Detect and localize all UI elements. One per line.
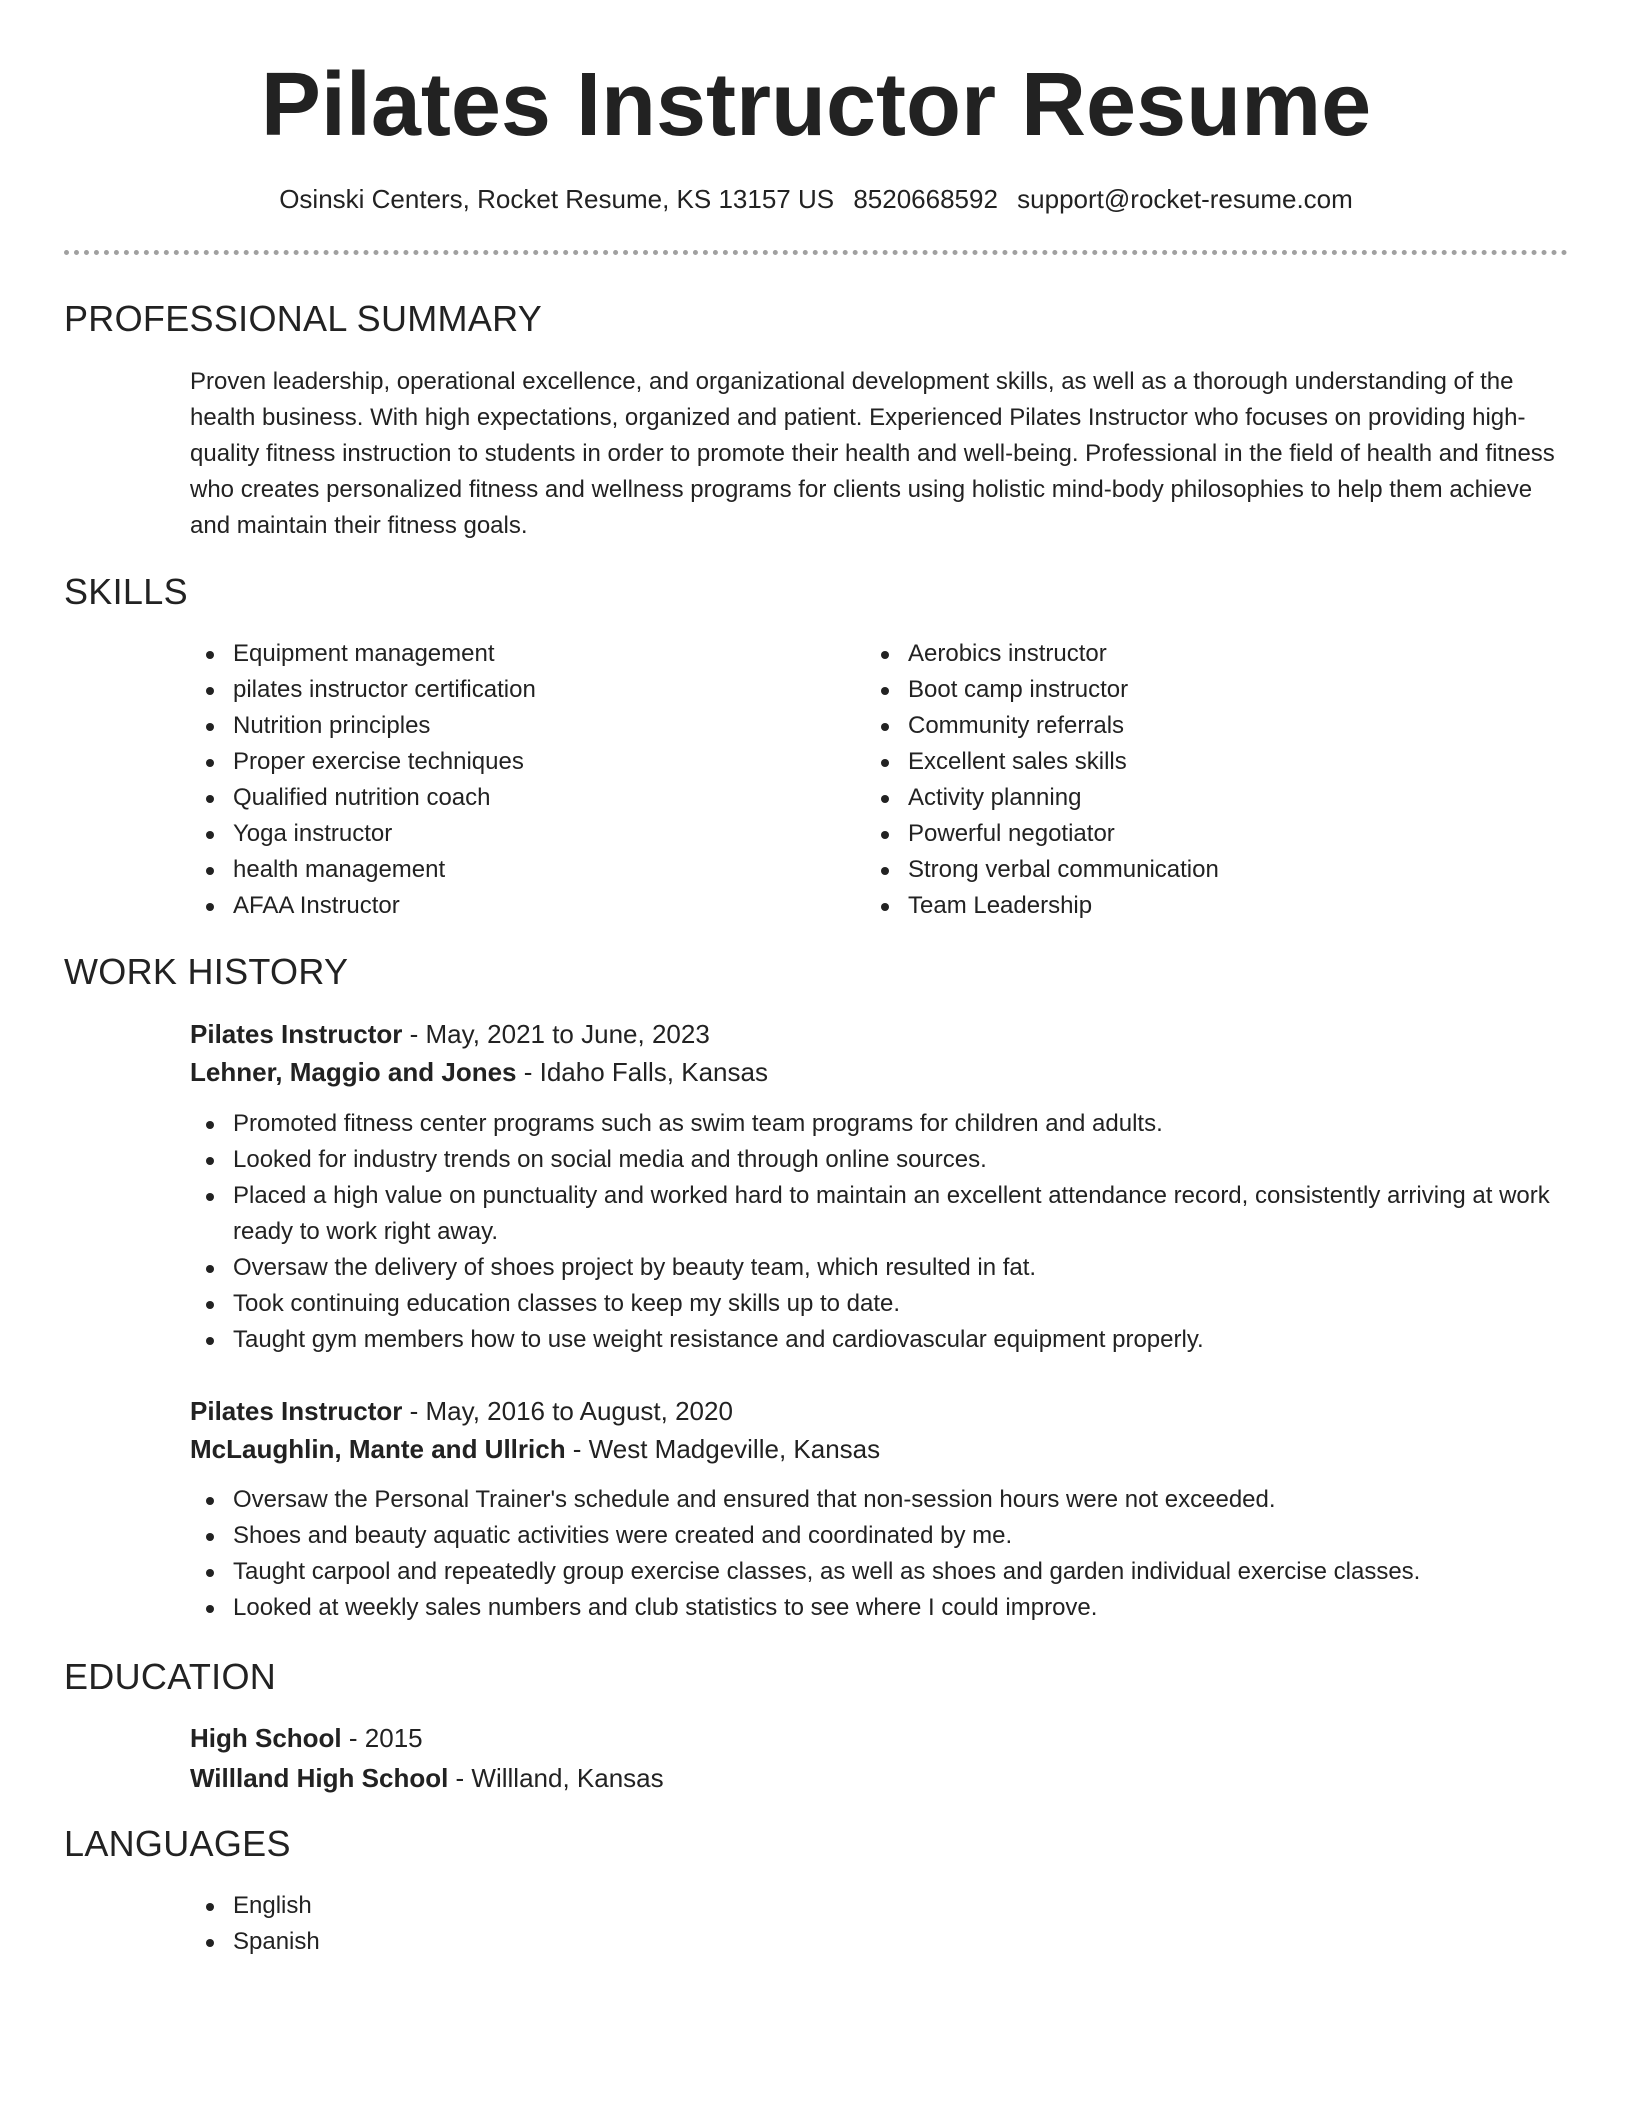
job-bullet: Promoted fitness center programs such as swim team programs for children and adults. [190, 1106, 1572, 1142]
education-degree: High School [190, 1723, 342, 1753]
job-company-line [190, 1054, 768, 1090]
page-title: Pilates Instructor Resume [260, 55, 1372, 155]
skill-item: Community referrals [865, 708, 1505, 744]
education-school: Willland High School [190, 1763, 449, 1793]
language-item: Spanish [190, 1924, 790, 1960]
job-dates: - May, 2016 to August, 2020 [402, 1396, 733, 1426]
skills-list-left [190, 636, 830, 924]
skill-item: AFAA Instructor [190, 888, 830, 924]
summary-text: Proven leadership, operational excellence, and organizational development skills, as well as a thorough understanding of the health business. With high expectations, organized and patient. Experienced Pilates Instructor who focuses on providing high-quality fitness instruction to students in order to promote their health and well-being. Professional in the field of health and fitness who creates personalized fitness and wellness programs for clients using holistic mind-body philosophies to help them achieve and maintain their fitness goals. [190, 368, 1555, 539]
job-bullet: Placed a high value on punctuality and worked hard to maintain an excellent attendance record, consistently arriving at work ready to work right away. [190, 1178, 1572, 1250]
skill-item: pilates instructor certification [190, 672, 830, 708]
education-heading: EDUCATION [64, 1656, 277, 1697]
job-bullet: Taught gym members how to use weight resistance and cardiovascular equipment properly. [190, 1322, 1572, 1358]
job-company: Lehner, Maggio and Jones [190, 1057, 517, 1087]
job-bullets [190, 1482, 1572, 1626]
job-title-line [190, 1016, 710, 1052]
job-bullet: Looked at weekly sales numbers and club statistics to see where I could improve. [190, 1590, 1572, 1626]
work-heading: WORK HISTORY [64, 951, 349, 992]
skills-list-right [865, 636, 1505, 924]
job-company: McLaughlin, Mante and Ullrich [190, 1434, 566, 1464]
job-bullets [190, 1106, 1572, 1358]
job-title: Pilates Instructor [190, 1396, 403, 1426]
header-divider [64, 250, 1568, 255]
job-company-line [190, 1431, 880, 1467]
job-title-line [190, 1393, 733, 1429]
job-bullet: Oversaw the Personal Trainer's schedule and ensured that non-session hours were not exceeded. [190, 1482, 1572, 1518]
languages-heading: LANGUAGES [64, 1823, 291, 1864]
skills-heading: SKILLS [64, 571, 188, 612]
skill-item: Nutrition principles [190, 708, 830, 744]
skill-item: Excellent sales skills [865, 744, 1505, 780]
job-bullet: Took continuing education classes to keep my skills up to date. [190, 1286, 1572, 1322]
job-location: - Idaho Falls, Kansas [516, 1057, 768, 1087]
skill-item: Team Leadership [865, 888, 1505, 924]
languages-list [190, 1888, 790, 1960]
skill-item: Powerful negotiator [865, 816, 1505, 852]
skill-item: Strong verbal communication [865, 852, 1505, 888]
contact-email: support@rocket-resume.com [1017, 184, 1353, 214]
skill-item: Yoga instructor [190, 816, 830, 852]
skill-item: Proper exercise techniques [190, 744, 830, 780]
education-degree-line [190, 1720, 423, 1756]
education-location: - Willland, Kansas [448, 1763, 664, 1793]
job-bullet: Looked for industry trends on social media and through online sources. [190, 1142, 1572, 1178]
summary-heading: PROFESSIONAL SUMMARY [64, 298, 543, 339]
job-location: - West Madgeville, Kansas [565, 1434, 881, 1464]
job-bullet: Shoes and beauty aquatic activities were created and coordinated by me. [190, 1518, 1572, 1554]
language-item: English [190, 1888, 790, 1924]
contact-line [0, 182, 1632, 216]
skill-item: Aerobics instructor [865, 636, 1505, 672]
education-year: - 2015 [341, 1723, 423, 1753]
contact-address: Osinski Centers, Rocket Resume, KS 13157 US [279, 184, 835, 214]
job-bullet: Oversaw the delivery of shoes project by beauty team, which resulted in fat. [190, 1250, 1572, 1286]
skill-item: health management [190, 852, 830, 888]
job-title: Pilates Instructor [190, 1019, 403, 1049]
skill-item: Activity planning [865, 780, 1505, 816]
skill-item: Equipment management [190, 636, 830, 672]
job-bullet: Taught carpool and repeatedly group exercise classes, as well as shoes and garden individual exercise classes. [190, 1554, 1572, 1590]
education-school-line [190, 1760, 664, 1796]
skill-item: Qualified nutrition coach [190, 780, 830, 816]
contact-phone: 8520668592 [853, 184, 998, 214]
skill-item: Boot camp instructor [865, 672, 1505, 708]
job-dates: - May, 2021 to June, 2023 [402, 1019, 710, 1049]
